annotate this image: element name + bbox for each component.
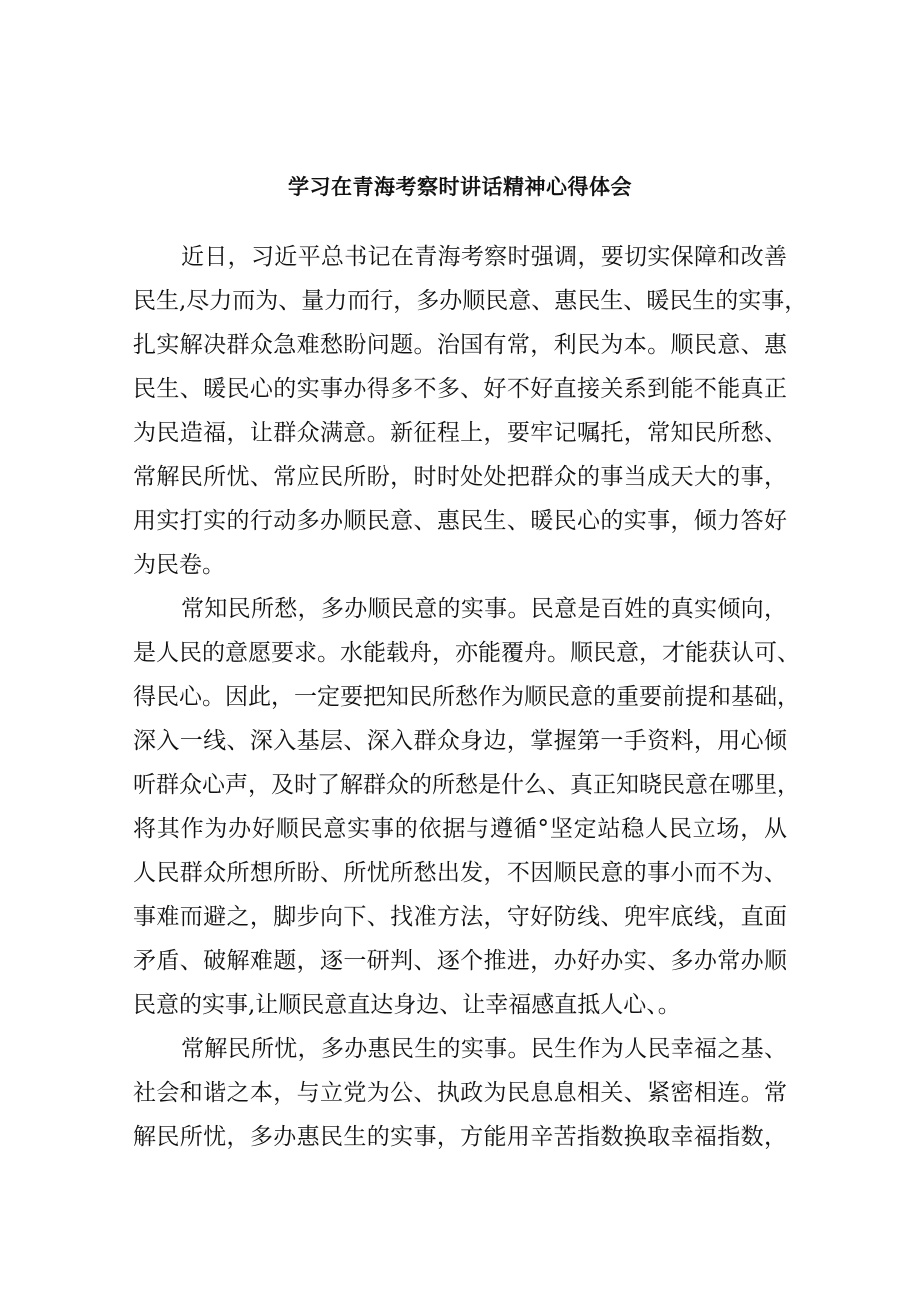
text-line: 民生、暖民心的实事办得多不多、好不好直接关系到能不能真正 — [133, 376, 787, 402]
text-line: 常解民所忧，多办惠民生的实事。民生作为人民幸福之基、 — [181, 1036, 787, 1062]
text-line: 解民所忧，多办惠民生的实事，方能用辛苦指数换取幸福指数， — [133, 1124, 787, 1150]
paragraph-3 — [133, 1027, 787, 1159]
text-line: 用实打实的行动多办顺民意、惠民生、暖民心的实事，倾力答好 — [133, 508, 787, 534]
text-line: 事难而避之，脚步向下、找准方法，守好防线、兜牢底线，直面 — [133, 904, 787, 930]
text-line: 常知民所愁，多办顺民意的实事。民意是百姓的真实倾向， — [181, 596, 787, 622]
text-line: 深入一线、深入基层、深入群众身边，掌握第一手资料，用心倾 — [133, 728, 787, 754]
text-line: 人民群众所想所盼、所忧所愁出发，不因顺民意的事小而不为、 — [133, 860, 787, 886]
paragraph-2 — [133, 587, 800, 1027]
document-title: 学习在青海考察时讲话精神心得体会 — [288, 174, 632, 199]
text-line: 近日，习近平总书记在青海考察时强调，要切实保障和改善 — [181, 244, 787, 270]
document-body — [133, 235, 808, 1159]
text-line: 为民造福，让群众满意。新征程上，要牢记嘱托，常知民所愁、 — [133, 420, 787, 446]
paragraph-1 — [133, 235, 808, 587]
text-line: 将其作为办好顺民意实事的依据与遵循°坚定站稳人民立场，从 — [133, 816, 787, 842]
text-line: 是人民的意愿要求。水能载舟，亦能覆舟。顺民意，才能获认可、 — [133, 640, 800, 666]
text-line: 为民卷。 — [133, 552, 225, 578]
text-line: 社会和谐之本，与立党为公、执政为民息息相关、紧密相连。常 — [133, 1080, 787, 1106]
text-line: 扎实解决群众急难愁盼问题。治国有常，利民为本。顺民意、惠 — [133, 332, 787, 358]
text-line: 听群众心声，及时了解群众的所愁是什么、真正知晓民意在哪里， — [133, 772, 800, 798]
text-line: 得民心。因此，一定要把知民所愁作为顺民意的重要前提和基础， — [133, 684, 800, 710]
text-line: 民意的实事,让顺民意直达身边、让幸福感直抵人心、。 — [133, 992, 681, 1018]
text-line: 矛盾、破解难题，逐一研判、逐个推进，办好办实、多办常办顺 — [133, 948, 787, 974]
text-line: 常解民所忧、常应民所盼，时时处处把群众的事当成天大的事， — [133, 464, 787, 490]
text-line: 民生,尽力而为、量力而行，多办顺民意、惠民生、暖民生的实事， — [133, 288, 808, 314]
